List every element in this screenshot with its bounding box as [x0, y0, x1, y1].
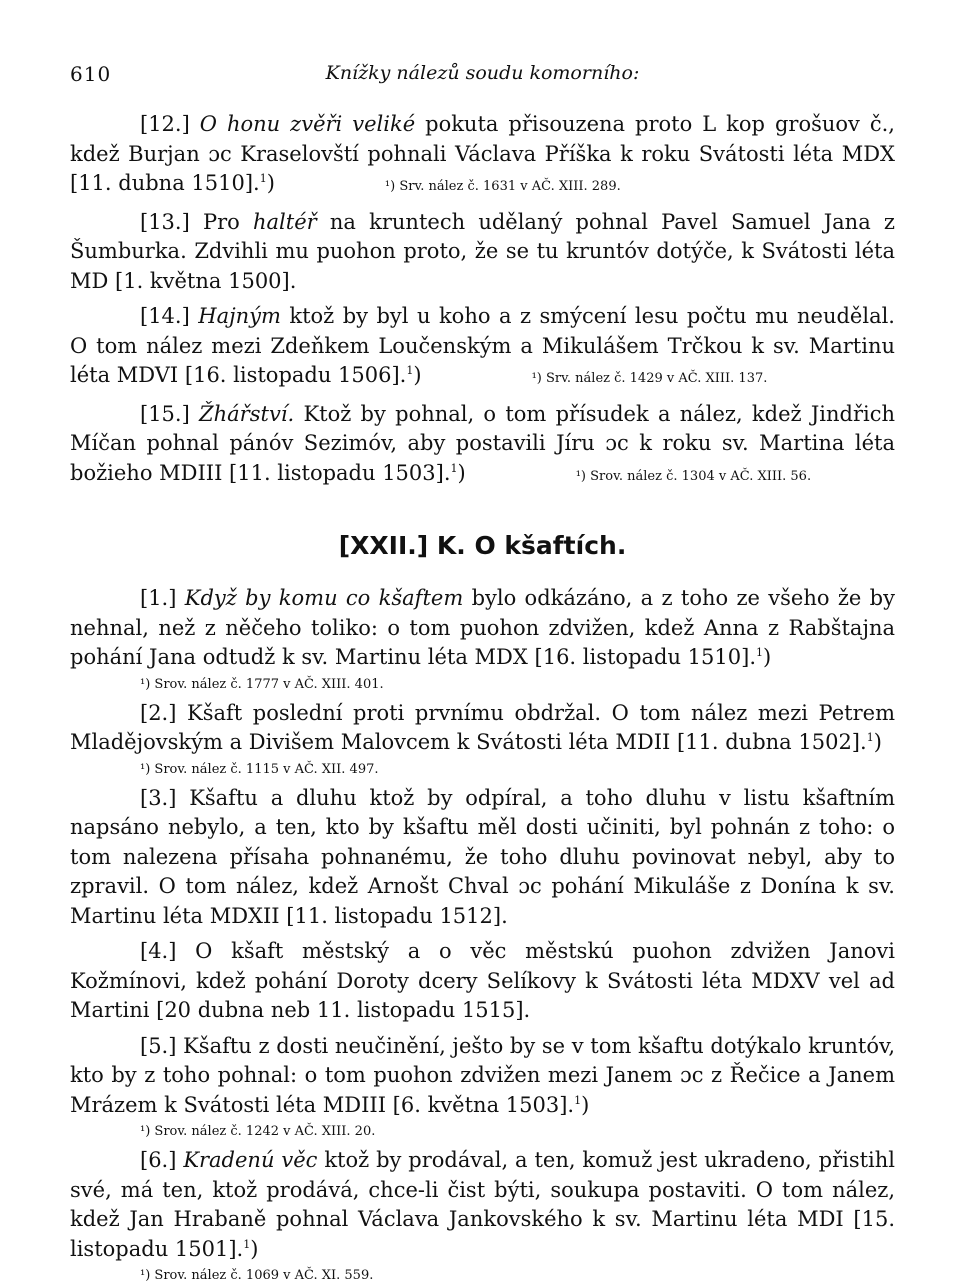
paragraph-14 — [70, 302, 895, 394]
footnote-mark: 1 — [574, 1093, 582, 1107]
section-paragraph-2 — [70, 699, 895, 758]
section-paragraph-4 — [70, 937, 895, 1026]
paragraph-italic: haltéř — [253, 209, 317, 234]
paragraph-text: ktož by byl u koho a z smýcení lesu počtu mu neudělal. O tom nález mezi Zdeňkem Loučenským a Mikulášem Trčkou k sv. Martinu léta MDVI [16. listopadu 1506]. — [70, 304, 895, 387]
footnote-mark-close: ) — [250, 1236, 259, 1261]
paragraph-15 — [70, 400, 895, 492]
inline-footnote: ¹) Srov. nález č. 1304 v AČ. XIII. 56. — [575, 468, 812, 484]
paragraph-text: [3.] Kšaftu a dluhu ktož by odpíral, a toho dluhu v listu kšaftním napsáno nebylo, a ten, kto by kšaftu měl dosti učiniti, byl pohnán z toho: o tom nalezena přísaha pohnanému, že toho dluhu povinovat nebyl, aby to zpravil. O tom nález, kdež Arnošt Chval ɔc pohání Mikuláše z Donína k sv. Martinu léta MDXII [11. listopadu 1512]. — [70, 785, 895, 928]
footnote-mark-close: ) — [581, 1092, 590, 1117]
paragraph-text: [13.] Pro — [140, 209, 254, 234]
paragraph-text: [6.] — [140, 1148, 184, 1172]
footnote-mark-close: ) — [873, 730, 882, 754]
footnote: ¹) Srov. nález č. 1777 v AČ. XIII. 401. — [140, 676, 384, 692]
section-paragraph-3 — [70, 784, 895, 932]
paragraph-italic: Hajným — [198, 304, 281, 328]
page-number: 610 — [70, 62, 112, 86]
paragraph-text: [5.] Kšaftu z dosti neučinění, ješto by se v tom kšaftu dotýkalo kruntóv, kto by z toho pohnal: o tom puohon zdvižen mezi Janem ɔc z Řečice a Janem Mrázem k Svátosti léta MDIII [6. května 1503]. — [70, 1033, 896, 1117]
inline-footnote: ¹) Srv. nález č. 1631 v AČ. XIII. 289. — [384, 179, 621, 194]
footnote-mark: 1 — [259, 172, 267, 185]
paragraph-text: ktož by prodával, a ten, komuž jest ukradeno, přistihl své, má ten, ktož prodává, chce-li čist býti, soukupa postaviti. O tom nález, kdež Jan Hrabaně pohnal Václava Jankovského k sv. Martinu léta MDI [15. listopadu 1501]. — [70, 1148, 895, 1261]
paragraph-italic: Kradenú věc — [183, 1148, 318, 1172]
footnote-mark-close: ) — [413, 363, 422, 387]
paragraph-13 — [70, 208, 895, 297]
paragraph-text: [2.] Kšaft poslední proti prvnímu obdržal. O tom nález mezi Petrem Mladějovským a Divišem Malovcem k Svátosti léta MDII [11. dubna 1502]. — [70, 700, 895, 754]
running-title: Knížky nálezů soudu komorního: — [325, 62, 640, 84]
paragraph-text: [15.] — [140, 401, 200, 426]
paragraph-italic: Když by komu co kšaftem — [184, 586, 464, 610]
section-paragraph-5 — [70, 1032, 895, 1121]
footnote: ¹) Srov. nález č. 1115 v AČ. XII. 497. — [140, 761, 379, 777]
footnote: ¹) Srov. nález č. 1242 v AČ. XIII. 20. — [140, 1124, 376, 1139]
page-body — [70, 110, 895, 1284]
section-paragraph-6 — [70, 1146, 895, 1264]
paragraph-12 — [70, 110, 895, 202]
footnote-mark-close: ) — [266, 171, 275, 195]
footnote-mark-close: ) — [457, 460, 466, 485]
footnote-mark: 1 — [756, 646, 763, 659]
paragraph-text: [14.] — [140, 304, 199, 328]
footnote-mark-close: ) — [763, 645, 772, 669]
section-paragraph-1 — [70, 584, 895, 673]
paragraph-italic: O honu zvěři veliké — [199, 112, 416, 136]
paragraph-text: [12.] — [140, 112, 200, 136]
paragraph-text: Ktož by pohnal, o tom přísudek a nález, kdež Jindřich Míčan pohnal pánóv Sezimóv, aby postavili Jíru ɔc k roku sv. Martina léta božieho MDIII [11. listopadu 1503]. — [70, 401, 895, 485]
page-header — [70, 62, 895, 92]
paragraph-text: [1.] — [140, 586, 185, 610]
footnote-mark: 1 — [406, 364, 414, 377]
footnote-mark: 1 — [866, 731, 874, 744]
footnote: ¹) Srov. nález č. 1069 v AČ. XI. 559. — [140, 1268, 374, 1283]
inline-footnote: ¹) Srv. nález č. 1429 v AČ. XIII. 137. — [531, 371, 768, 386]
footnote-mark: 1 — [450, 461, 458, 475]
paragraph-text: na kruntech udělaný pohnal Pavel Samuel Jana z Šumburka. Zdvihli mu puohon proto, že se tu kruntóv dotýče, k Svátosti léta MD [1. května 1500]. — [70, 209, 895, 293]
paragraph-text: pokuta přisouzena proto L kop grošuov č., kdež Burjan ɔc Kraselovští pohnali Václava Příška k roku Svátosti léta MDX [11. dubna 1510]. — [70, 112, 895, 195]
footnote-mark: 1 — [243, 1237, 251, 1251]
paragraph-italic: Žhářství. — [199, 401, 295, 426]
paragraph-text: bylo odkázáno, a z toho ze všeho že by nehnal, než z něčeho toliko: o tom puohon zdvižen, kdež Anna z Rabštajna pohání Jana odtudž k sv. Martinu léta MDX [16. listopadu 1510]. — [70, 586, 895, 669]
section-heading: [XXII.] K. O kšaftích. — [338, 531, 627, 560]
paragraph-text: [4.] O kšaft městský a o věc městskú puohon zdvižen Janovi Kožmínovi, kdež pohání Doroty dcery Selíkovy k Svátosti léta MDXV vel ad Martini [20 dubna neb 11. listopadu 1515]. — [70, 939, 895, 1022]
